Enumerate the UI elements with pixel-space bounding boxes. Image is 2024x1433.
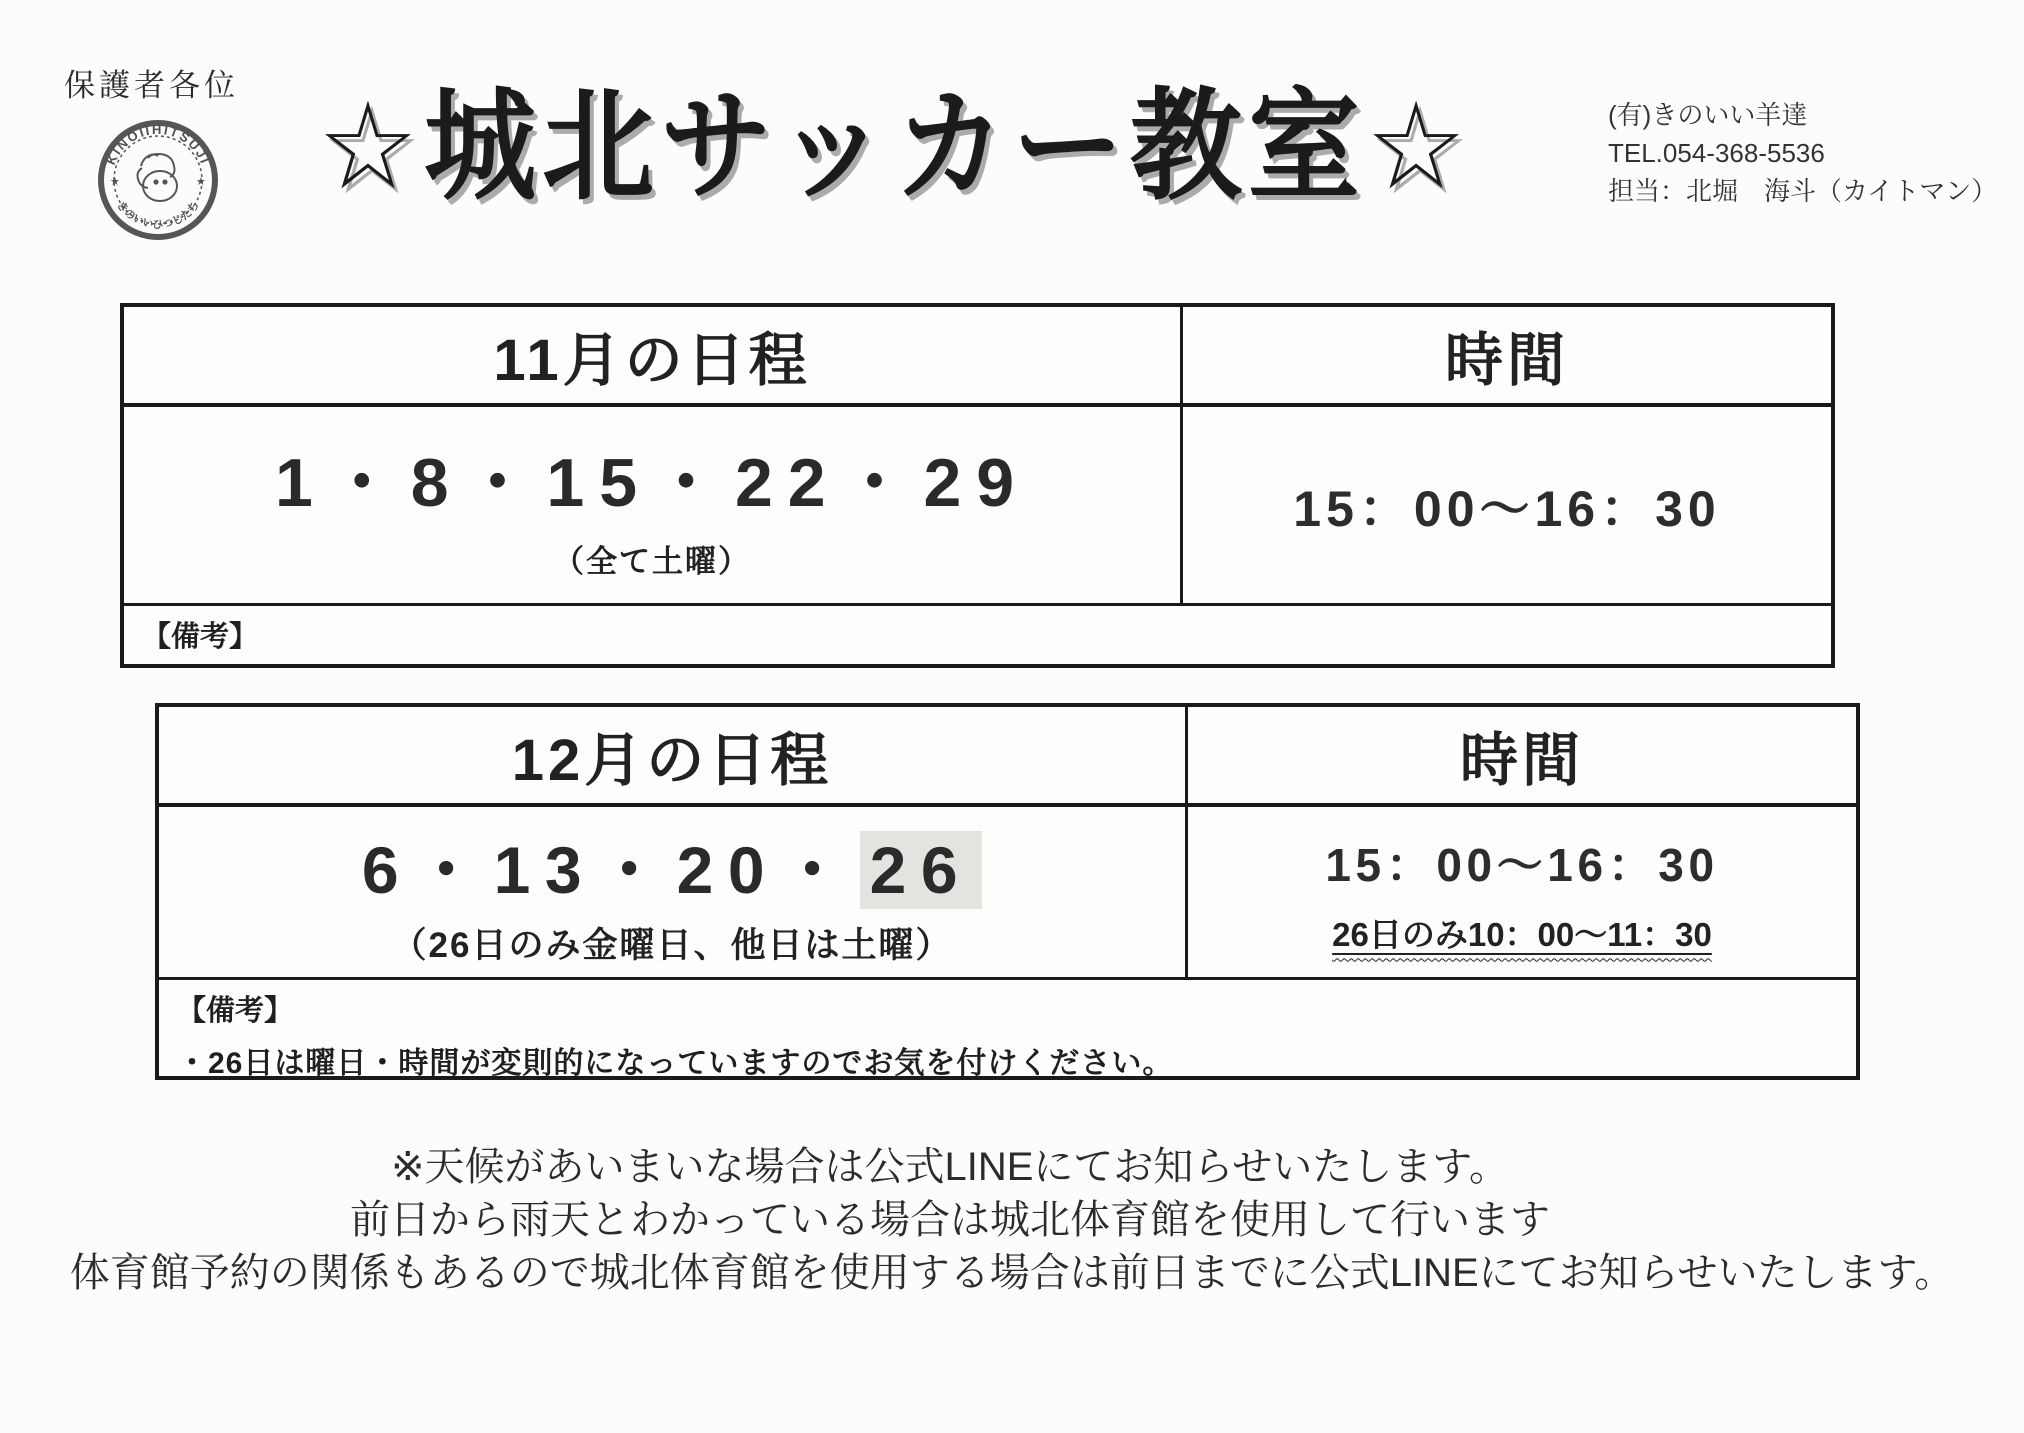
november-remarks-label: 【備考】 <box>142 621 259 653</box>
december-time-cell <box>1188 807 1856 977</box>
december-header-row <box>159 707 1856 807</box>
recipient-text: 保護者各位 <box>64 68 239 103</box>
logo-arc-bottom-text: きのいいひつじたち <box>114 199 202 231</box>
december-dates-prefix: 6・13・20・ <box>361 832 860 907</box>
december-dates-cell <box>159 807 1188 977</box>
page-title: ☆城北サッカー教室☆ <box>317 78 1473 214</box>
november-time-value: 15：00～16：30 <box>1293 481 1721 537</box>
logo-star-right-icon: ★ <box>196 176 206 188</box>
december-remarks-text: ・26日は曜日・時間が変則的になっていますのでお気を付けください。 <box>177 1047 1174 1080</box>
logo-arc-top-text: KINOIIHITSUJI <box>102 121 214 168</box>
december-dates-note: （26日のみ金曜日、他日は土曜） <box>391 925 953 965</box>
november-dates-value: 1・8・15・22・29 <box>274 445 1030 521</box>
december-remarks-label: 【備考】 <box>177 995 294 1027</box>
november-data-row <box>124 407 1831 603</box>
november-dates-cell <box>124 407 1183 603</box>
contact-tel: TEL.054-368-5536 <box>1608 138 1825 168</box>
sheep-stamp-logo <box>96 118 220 242</box>
footer-note-rain: 前日から雨天とわかっている場合は城北体育館を使用して行います <box>350 1198 1550 1242</box>
december-data-row <box>159 807 1856 977</box>
december-date-26-highlighted: 26 <box>860 831 982 909</box>
december-dates-value <box>362 817 982 912</box>
logo-star-left-icon: ★ <box>110 176 120 188</box>
november-time-cell <box>1183 407 1831 603</box>
november-dates-note: （全て土曜） <box>553 544 751 579</box>
sheep-illustration <box>138 154 178 201</box>
footer-note-weather: ※天候があいまいな場合は公式LINEにてお知らせいたします。 <box>390 1145 1510 1189</box>
november-time-header-cell: 時間 <box>1444 328 1569 393</box>
december-time-value: 15：00～16：30 <box>1325 838 1719 891</box>
footer-note-gym-reservation: 体育館予約の関係もあるので城北体育館を使用する場合は前日までに公式LINEにてお知らせいたします。 <box>69 1251 1955 1295</box>
contact-block <box>1608 96 2008 210</box>
november-remarks-row <box>124 603 1831 664</box>
december-time-header-cell: 時間 <box>1459 728 1584 793</box>
november-schedule-table <box>120 303 1835 668</box>
contact-staff: 担当：北堀 海斗（カイトマン） <box>1608 176 1998 206</box>
december-schedule-table <box>155 703 1860 1080</box>
december-remarks-row <box>159 977 1856 1080</box>
contact-company: (有)きのいい羊達 <box>1608 100 1808 130</box>
december-month-header-cell: 12月の日程 <box>159 707 1188 803</box>
november-month-header-cell: 11月の日程 <box>124 307 1183 403</box>
december-time-exception: 26日のみ10：00～11：30 <box>1332 915 1712 953</box>
november-header-row <box>124 307 1831 407</box>
